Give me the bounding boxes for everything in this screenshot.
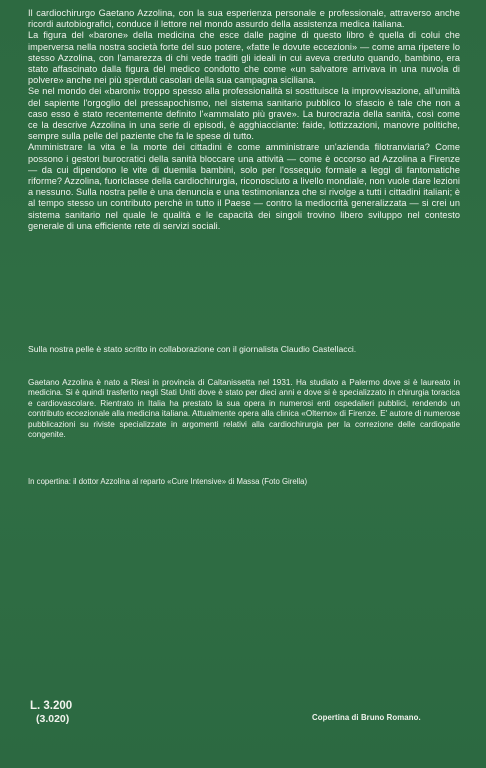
cover-design-credit: Copertina di Bruno Romano.: [312, 713, 421, 722]
author-bio-text: Gaetano Azzolina è nato a Riesi in provincia di Caltanissetta nel 1931. Ha studiato a Palermo dove si è laureato in medicina. Si è quindi trasferito negli Stati Uniti dove è stato per dieci anni e dove si è specializzato in chirurgia toracica e cardiovascolare. Rientrato in Italia ha prestato la sua opera in numerosi enti ospedalieri pubblici, rendendo un contributo eccezionale alla medicina italiana. Attualmente opera alla clinica «Olterno» di Firenze. E' autore di numerose pubblicazioni su riviste specializzate in argomenti relativi alla cardiochirurgia per la correzione delle cardiopatie congenite.: [28, 378, 460, 440]
collaboration-note: [28, 344, 460, 355]
author-bio: [28, 378, 460, 440]
blurb-paragraph-3: Se nel mondo dei «baroni» troppo spesso alla professionalità si sostituisce la improvvisazione, all'umiltà del sapiente l'orgoglio del pressapochismo, nel sistema sanitario pubblico lo sfascio è tale che non a caso esso è stato recentemente definito l'«ammalato più grave». La burocrazia della sanità, così come ce la descrive Azzolina in una serie di episodi, è agghiacciante: faide, lottizzazioni, manovre politiche, sempre sulla pelle del paziente che fa le spese di tutto.: [28, 86, 460, 142]
price-block: [30, 700, 72, 725]
price-main: L. 3.200: [30, 700, 73, 712]
blurb-paragraph-4: Amministrare la vita e la morte dei cittadini è come amministrare un'azienda filotranviaria? Come possono i gestori burocratici della sanità bloccare una attività — come è occorso ad Azzolina a Firenze — da cui dipendono le vite di duemila bambini, solo per l'ossequio formale a leggi di fantomatiche riforme? Azzolina, fuoriclasse della cardiochirurgia, riconosciuto a livello mondiale, non vuole dare lezioni a nessuno. Sulla nostra pelle è una denuncia e una testimonianza che si rivolge a tutti i cittadini italiani; è al tempo stesso un contributo perchè in tutto il Paese — contro la mediocrità generalizzata — si crei un sistema sanitario nel quale le qualità e le capacità dei singoli trovino libero sviluppo nel contesto generale di una efficiente rete di servizi sociali.: [28, 142, 461, 231]
blurb-paragraph-2: La figura del «barone» della medicina che esce dalle pagine di questo libro è quella di colui che imperversa nella nostra società forte del suo potere, «fatte le dovute eccezioni» — come ama ripetere lo stesso Azzolina, con l'amarezza di chi vede traditi gli ideali in cui aveva creduto quando, bambino, era stato affascinato dalla figura del medico condotto che come «un salvatore arrivava in una nuvola di polvere» anche nei più sperduti casolari della sua campagna siciliana.: [28, 30, 460, 86]
price-secondary: (3.020): [36, 712, 70, 725]
collaboration-text: Sulla nostra pelle è stato scritto in collaborazione con il giornalista Claudio Castellacci.: [28, 344, 357, 354]
blurb-paragraph-1: Il cardiochirurgo Gaetano Azzolina, con la sua esperienza personale e professionale, attraverso anche ricordi autobiografici, conduce il lettore nel mondo assurdo della assistenza medica italiana.: [28, 8, 460, 30]
cover-photo-note: [28, 477, 460, 487]
cover-photo-text: In copertina: il dottor Azzolina al reparto «Cure Intensive» di Massa (Foto Girella): [28, 477, 308, 486]
blurb-text: [28, 8, 460, 232]
